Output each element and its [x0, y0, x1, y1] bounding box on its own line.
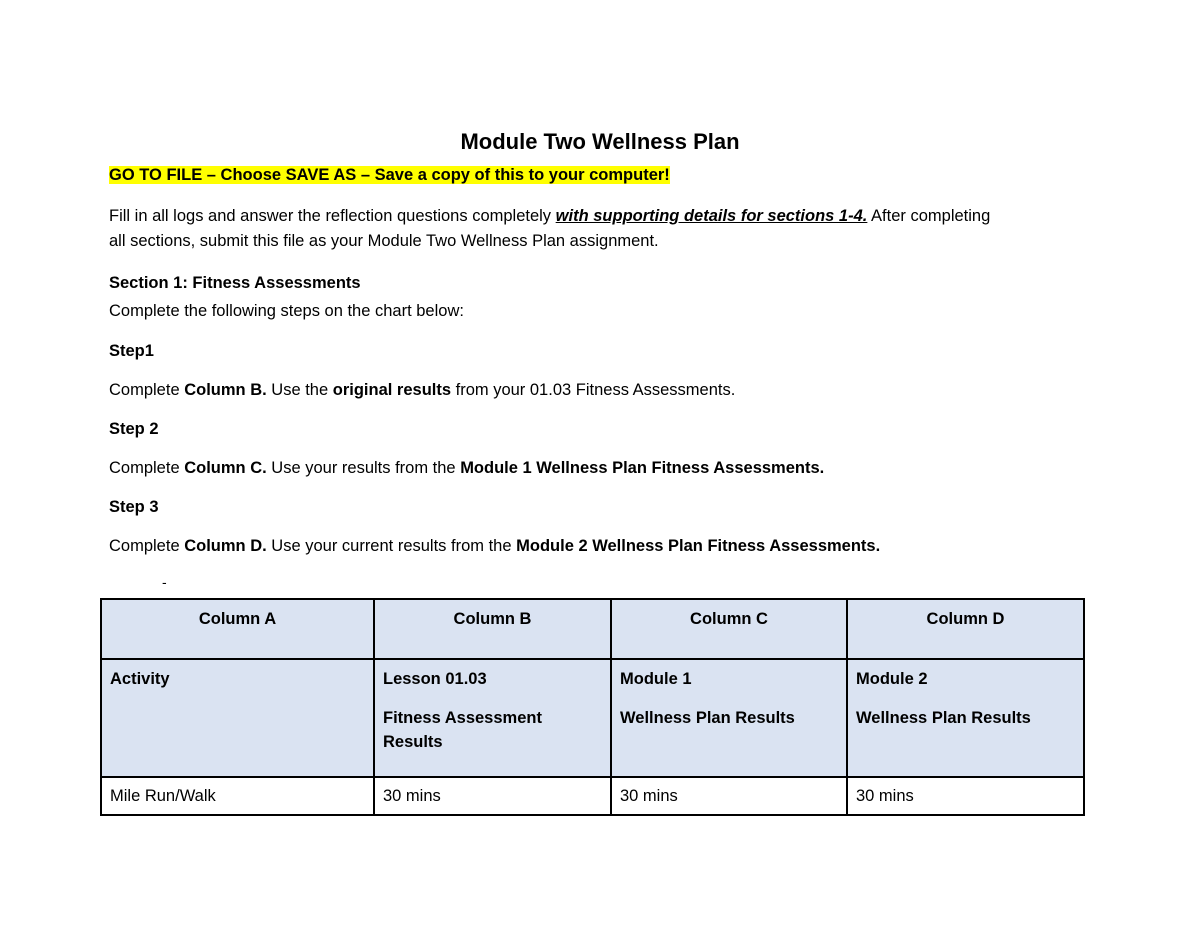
stray-dash: -: [162, 574, 167, 590]
intro-line-2: all sections, submit this file as your Module Two Wellness Plan assignment.: [109, 232, 659, 250]
subheader-module-2: [847, 659, 1084, 777]
table-cell-lesson[interactable]: 30 mins: [374, 777, 611, 815]
intro-line-1: [109, 204, 990, 228]
table-row: [101, 777, 1084, 815]
step-3-middle: Use your current results from the: [266, 537, 517, 555]
table-cell-module-2[interactable]: 30 mins: [847, 777, 1084, 815]
step-3-bold: Module 2 Wellness Plan Fitness Assessments.: [516, 537, 881, 555]
subheader-activity: [101, 659, 374, 777]
step-1-column: Column B.: [184, 381, 267, 399]
save-instruction-line: [109, 163, 670, 187]
step-2-label: Step 2: [109, 420, 159, 438]
column-a-header: Column A: [101, 599, 374, 659]
subheader-module-2-line2: Wellness Plan Results: [856, 709, 1031, 727]
column-d-header: Column D: [847, 599, 1084, 659]
subheader-lesson-line1: Lesson 01.03: [383, 670, 487, 688]
step-1-text: [109, 378, 735, 402]
fitness-assessment-table: [100, 598, 1085, 816]
intro-text-before: Fill in all logs and answer the reflection questions completely: [109, 207, 556, 225]
subheader-module-1-line1: Module 1: [620, 670, 692, 688]
step-1-bold: original results: [332, 381, 452, 399]
subheader-lesson-line2: Fitness Assessment Results: [383, 709, 542, 751]
save-instruction-highlight: GO TO FILE – Choose SAVE AS – Save a copy of this to your computer!: [109, 166, 670, 184]
column-c-header: Column C: [611, 599, 847, 659]
step-1-label: Step1: [109, 342, 154, 360]
table-subheader-row: [101, 659, 1084, 777]
step-3-text: [109, 534, 880, 558]
subheader-module-1-line2: Wellness Plan Results: [620, 709, 795, 727]
table-cell-module-1[interactable]: 30 mins: [611, 777, 847, 815]
table-column-header-row: [101, 599, 1084, 659]
step-2-bold: Module 1 Wellness Plan Fitness Assessments.: [460, 459, 825, 477]
step-2-middle: Use your results from the: [266, 459, 461, 477]
subheader-module-1: [611, 659, 847, 777]
step-3-column: Column D.: [184, 537, 267, 555]
table-cell-activity[interactable]: Mile Run/Walk: [101, 777, 374, 815]
step-2-column: Column C.: [184, 459, 267, 477]
step-2-prefix: Complete: [109, 459, 185, 477]
subheader-module-2-line1: Module 2: [856, 670, 928, 688]
page-title: Module Two Wellness Plan: [460, 129, 740, 154]
step-2-text: [109, 456, 824, 480]
column-b-header: Column B: [374, 599, 611, 659]
intro-emphasis: with supporting details for sections 1-4.: [555, 207, 868, 225]
step-1-suffix: from your 01.03 Fitness Assessments.: [451, 381, 736, 399]
step-3-label: Step 3: [109, 498, 159, 516]
section-subtext: Complete the following steps on the chart below:: [109, 302, 464, 320]
intro-text-after: After completing: [867, 207, 991, 225]
subheader-activity-label: Activity: [110, 670, 170, 688]
step-1-middle: Use the: [266, 381, 333, 399]
step-3-prefix: Complete: [109, 537, 185, 555]
step-1-prefix: Complete: [109, 381, 185, 399]
section-heading: Section 1: Fitness Assessments: [109, 274, 361, 292]
subheader-lesson: [374, 659, 611, 777]
